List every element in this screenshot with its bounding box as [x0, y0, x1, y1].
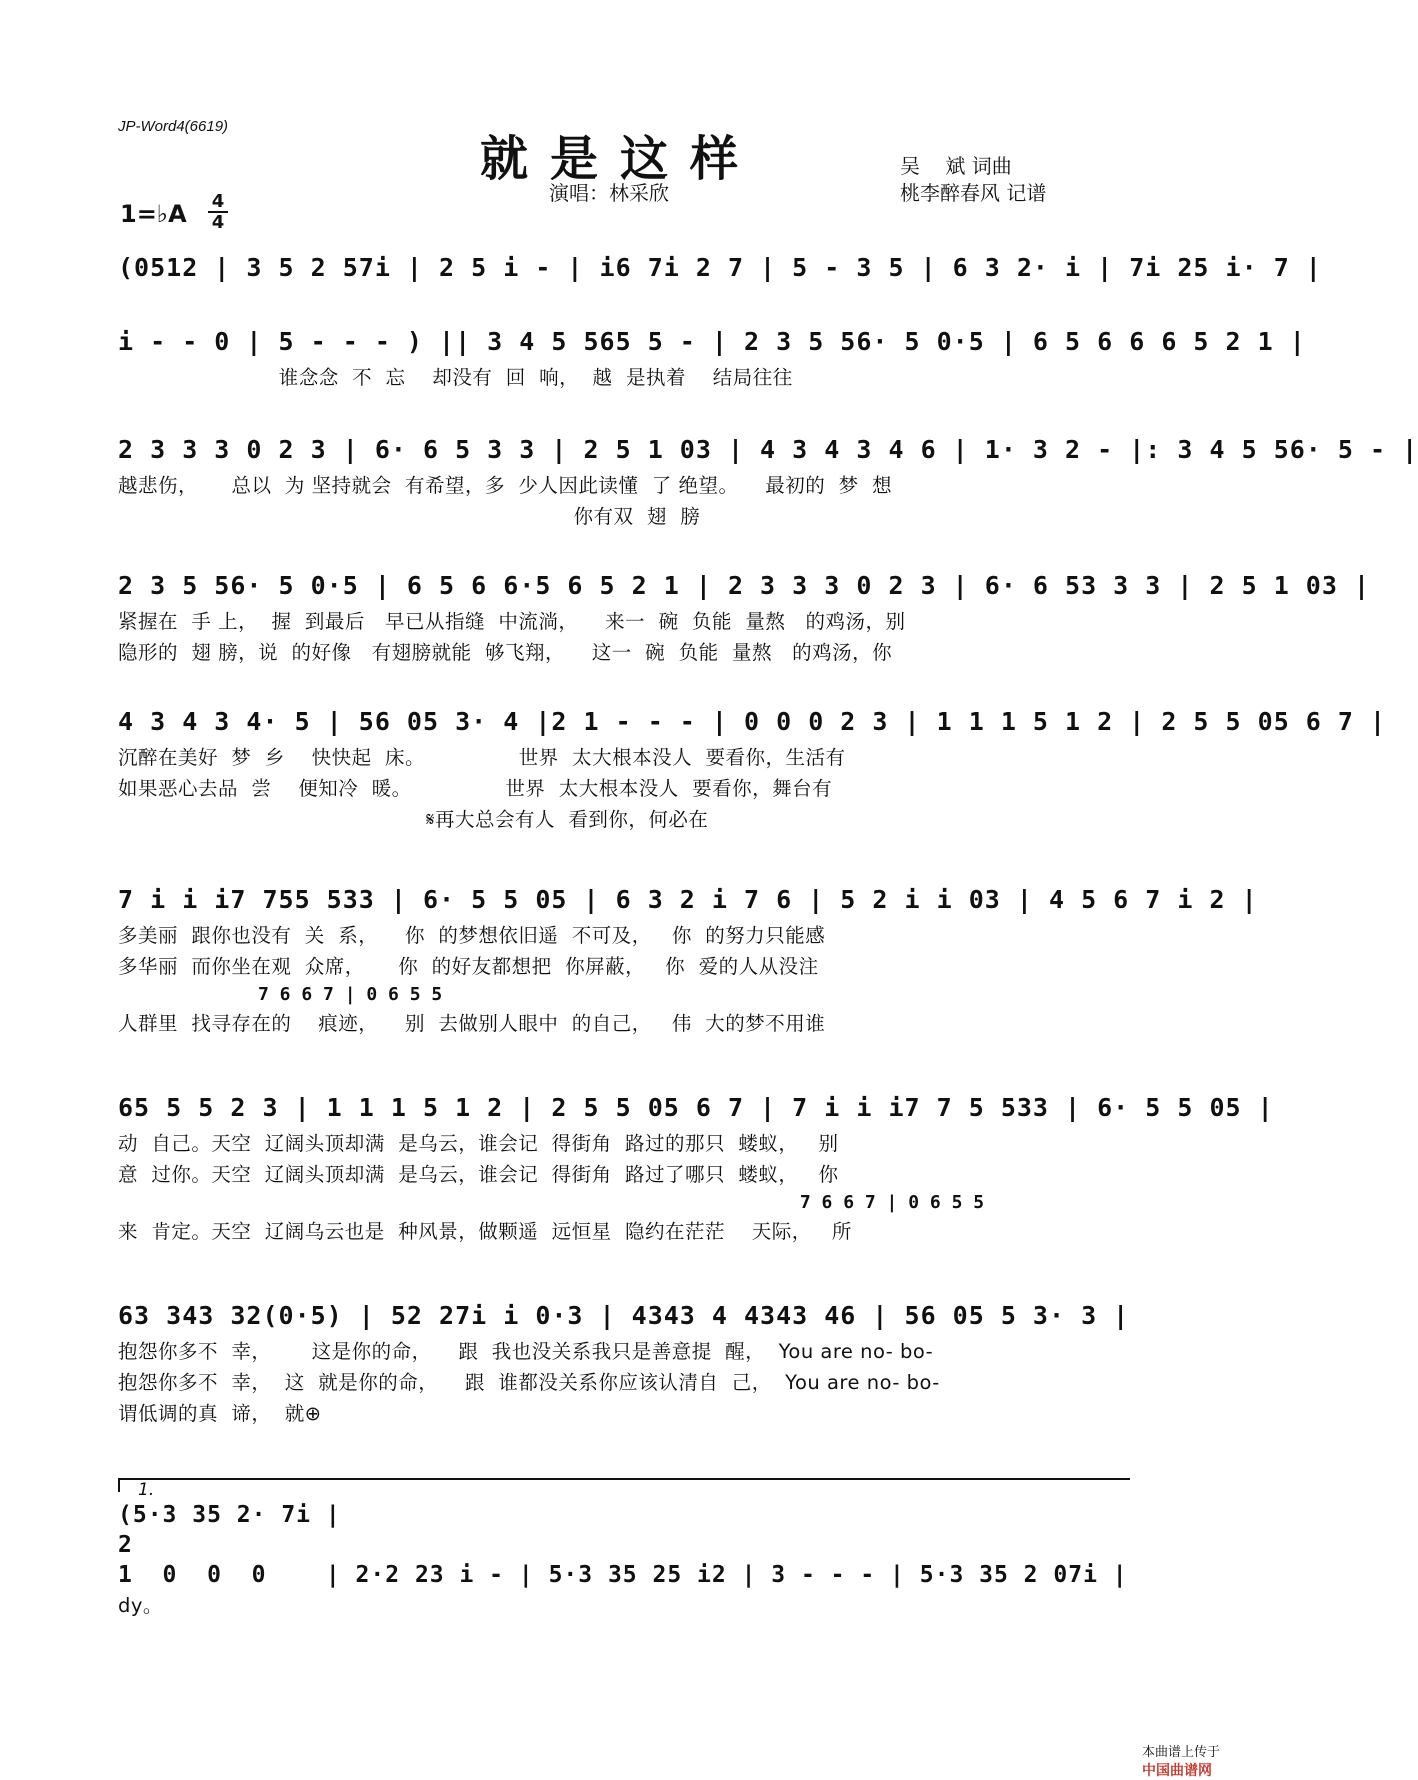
lyric-verse-1: 多美丽 跟你也没有 关 系， 你 的梦想依旧遥 不可及， 你 的努力只能感 [118, 924, 826, 947]
volta-label: 1. [138, 1480, 155, 1500]
alternate-notation: 7 6 6 7 | 0 6 5 5 [258, 1192, 985, 1213]
notation-line: (5·3 35 2· 7i | 2 1 0 0 0 | 2·2 23 i - | 5·3 35 25 i2 | 3 - - - | 5·3 35 2 07i | [118, 1502, 1128, 1588]
lyric-verse-2: 抱怨你多不 幸， 这 就是你的命， 跟 谁都没关系你应该认清自 己， You are no- bo- [118, 1371, 940, 1394]
song-title: 就是这样 [479, 131, 760, 187]
lyric-verse-1: 越悲伤， 总以 为 坚持就会 有希望，多 少人因此读懂 了 绝望。 最初的 梦 想 [118, 474, 893, 497]
notation-line: 63 343 32(0·5) | 52 27i i 0·3 | 4343 4 4343 46 | 56 05 5 3· 3 | [118, 1301, 1130, 1330]
time-signature [208, 192, 228, 232]
lyric-verse-3: 人群里 找寻存在的 痕迹， 别 去做别人眼中 的自己， 伟 大的梦不用谁 [118, 1012, 826, 1035]
lyric-verse-2: 意 过你。天空 辽阔头顶却满 是乌云，谁会记 得街角 路过了哪只 蝼蚁， 你 [118, 1163, 839, 1186]
score-system-8 [118, 1296, 1128, 1429]
score-system-2 [118, 322, 1306, 393]
notation-line: 4 3 4 3 4· 5 | 56 05 3· 4 |2 1 - - - | 0 0 0 2 3 | 1 1 1 5 1 2 | 2 5 5 05 6 7 | [118, 707, 1387, 736]
lyric-verse-3: 谓低调的真 谛， 就⊕ [118, 1402, 322, 1425]
volta-bracket [118, 1478, 1130, 1492]
notation-line: 7 i i i7 755 533 | 6· 5 5 05 | 6 3 2 i 7 6 | 5 2 i i 03 | 4 5 6 7 i 2 | [118, 885, 1258, 914]
site-logo: 中国曲谱网 [1141, 1763, 1212, 1779]
lyric-verse-2: 如果恶心去品 尝 便知冷 暖。 世界 太大根本没人 要看你，舞台有 [118, 777, 833, 800]
lyric-verse-2: 隐形的 翅 膀，说 的好像 有翅膀就能 够飞翔， 这一 碗 负能 量熬 的鸡汤，你 [118, 641, 893, 664]
singer: 演唱：林采欣 [549, 181, 669, 205]
meter-bottom: 4 [211, 212, 225, 233]
lyric-verse-2: 你有双 翅 膀 [118, 505, 701, 528]
score-system-6 [118, 880, 1258, 1039]
notation-line: 2 3 3 3 0 2 3 | 6· 6 5 3 3 | 2 5 1 03 | 4 3 4 3 4 6 | 1· 3 2 - |: 3 4 5 56· 5 - | [118, 435, 1418, 464]
footer-watermark [1134, 1726, 1220, 1780]
score-system-7 [118, 1088, 1274, 1247]
score-system-1 [118, 248, 1322, 288]
lyric-verse-1: 抱怨你多不 幸， 这是你的命， 跟 我也没关系我只是善意提 醒， You are no- bo- [118, 1340, 934, 1363]
score-system-9 [118, 1500, 1128, 1621]
lyric-verse-1: 沉醉在美好 梦 乡 快快起 床。 世界 太大根本没人 要看你，生活有 [118, 746, 846, 769]
notation-line: 65 5 5 2 3 | 1 1 1 5 1 2 | 2 5 5 05 6 7 | 7 i i i7 7 5 533 | 6· 5 5 05 | [118, 1093, 1274, 1122]
lyricist-composer: 吴 斌 词曲 [900, 154, 1012, 178]
lyric-verse-1: dy。 [118, 1594, 163, 1617]
score-system-5 [118, 702, 1387, 835]
key-signature: 1=♭A [120, 200, 187, 228]
notation-line: 2 3 5 56· 5 0·5 | 6 5 6 6·5 6 5 2 1 | 2 3 3 3 0 2 3 | 6· 6 53 3 3 | 2 5 1 03 | [118, 571, 1370, 600]
lyric-verse-3: 来 肯定。天空 辽阔乌云也是 种风景，做颗遥 远恒星 隐约在茫茫 天际， 所 [118, 1220, 852, 1243]
score-system-4 [118, 566, 1370, 668]
meter-top: 4 [208, 192, 228, 213]
notation-line: (0512 | 3 5 2 57i | 2 5 i - | i6 7i 2 7 | 5 - 3 5 | 6 3 2· i | 7i 25 i· 7 | [118, 253, 1322, 282]
software-label: JP-Word4(6619) [118, 118, 229, 135]
lyric-verse-3: 𝄋再大总会有人 看到你，何必在 [118, 808, 709, 831]
transcriber: 桃李醉春风 记谱 [900, 181, 1047, 205]
lyric-verse-1: 动 自己。天空 辽阔头顶却满 是乌云，谁会记 得街角 路过的那只 蝼蚁， 别 [118, 1132, 839, 1155]
alternate-notation: 7 6 6 7 | 0 6 5 5 [258, 984, 443, 1005]
notation-line: i - - 0 | 5 - - - ) || 3 4 5 565 5 - | 2 3 5 56· 5 0·5 | 6 5 6 6 6 5 2 1 | [118, 327, 1306, 356]
lyric-verse-1: 谁念念 不 忘 却没有 回 响， 越 是执着 结局往往 [118, 366, 793, 389]
score-system-3 [118, 430, 1418, 532]
footer-upload-text: 本曲谱上传于 [1141, 1745, 1220, 1760]
lyric-verse-1: 紧握在 手 上， 握 到最后 早已从指缝 中流淌， 来一 碗 负能 量熬 的鸡汤，别 [118, 610, 906, 633]
lyric-verse-2: 多华丽 而你坐在观 众席， 你 的好友都想把 你屏蔽， 你 爱的人从没注 [118, 955, 819, 978]
